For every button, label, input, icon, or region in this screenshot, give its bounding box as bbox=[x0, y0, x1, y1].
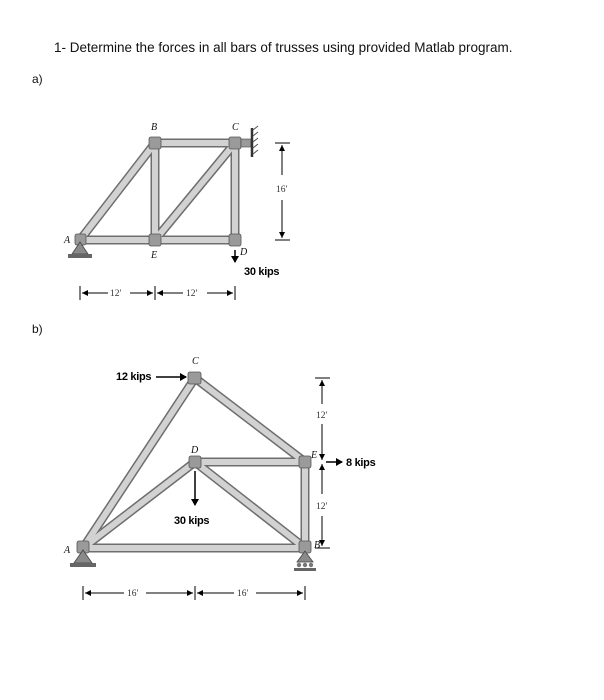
joint-c bbox=[188, 372, 201, 384]
dimension-b-height bbox=[315, 378, 330, 548]
truss-a bbox=[63, 122, 290, 300]
dim-b-span-2-label: 16′ bbox=[237, 589, 249, 599]
support-a-pin bbox=[70, 550, 96, 567]
bar-ad bbox=[83, 462, 195, 548]
dimension-b-span bbox=[83, 586, 305, 600]
dim-b-upper-label: 12′ bbox=[316, 411, 328, 421]
node-a-label-d: D bbox=[240, 247, 248, 258]
node-a-label-e: E bbox=[151, 250, 158, 261]
load-label-a: 30 kips bbox=[244, 266, 280, 278]
bar-db bbox=[195, 462, 305, 548]
dim-a-height-label: 16′ bbox=[276, 185, 288, 195]
truss-a-bars bbox=[80, 143, 235, 240]
truss-b bbox=[63, 356, 376, 600]
joint-e bbox=[299, 456, 311, 468]
dim-a-span-1-label: 12′ bbox=[110, 289, 122, 299]
dim-b-span-1-label: 16′ bbox=[127, 589, 139, 599]
node-b-label-a: A bbox=[64, 545, 71, 556]
joint-b bbox=[149, 137, 161, 149]
support-c-wall bbox=[241, 126, 258, 157]
part-b-label: b) bbox=[32, 322, 43, 336]
load-label-d: 30 kips bbox=[174, 515, 210, 527]
load-label-e: 8 kips bbox=[346, 457, 376, 469]
node-a-label-a: A bbox=[64, 235, 71, 246]
node-b-label-d: D bbox=[191, 445, 199, 456]
question-body: Determine the forces in all bars of trusses using provided Matlab program. bbox=[69, 40, 513, 55]
bar-ec bbox=[155, 143, 235, 240]
joint-e bbox=[149, 234, 161, 246]
dim-a-span-2-label: 12′ bbox=[186, 289, 198, 299]
part-a-label: a) bbox=[32, 72, 43, 86]
joint-d bbox=[229, 234, 241, 246]
node-a-label-b: B bbox=[151, 122, 158, 133]
node-a-label-c: C bbox=[232, 122, 239, 133]
dimension-a-span bbox=[80, 286, 235, 300]
node-b-label-e: E bbox=[311, 450, 318, 461]
node-b-label-b: B bbox=[314, 540, 321, 551]
bar-ce bbox=[195, 378, 305, 462]
dim-b-lower-label: 12′ bbox=[316, 502, 328, 512]
question-number: 1- bbox=[54, 40, 67, 55]
joint-c bbox=[229, 137, 241, 149]
joint-d bbox=[189, 456, 201, 468]
support-b-roller bbox=[294, 551, 316, 571]
bar-ab bbox=[80, 143, 155, 240]
node-b-label-c: C bbox=[192, 356, 199, 367]
load-label-c: 12 kips bbox=[116, 371, 152, 383]
